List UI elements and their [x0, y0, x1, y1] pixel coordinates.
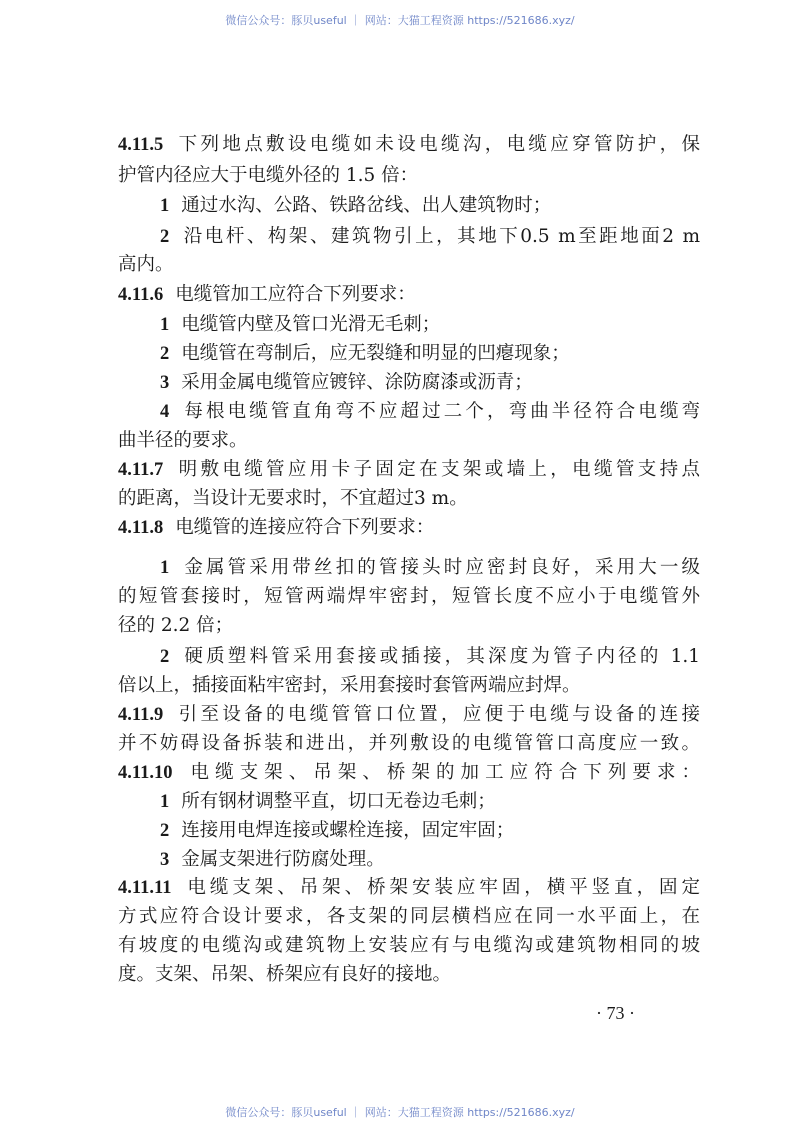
clause-number: 2: [160, 344, 170, 364]
line-text: 连接用电焊连接或螺栓连接，固定牢固；: [181, 820, 515, 841]
line-text: 沿电杆、构架、建筑物引上，其地下0.5 m至距地面2 m: [181, 226, 700, 247]
list-item: [160, 225, 700, 249]
list-item: [160, 790, 496, 814]
list-item: [160, 556, 700, 580]
line-text: 明敷电缆管应用卡子固定在支架或墙上，电缆管支持点: [175, 459, 700, 480]
list-item: [160, 371, 533, 395]
clause: [118, 876, 700, 900]
text-line: [118, 164, 418, 188]
clause: [118, 516, 434, 540]
line-text: 径的 2.2 倍；: [118, 615, 234, 636]
line-text: 的距离，当设计无要求时，不宜超过3 m。: [118, 488, 468, 509]
text-line: [118, 674, 581, 698]
clause: [118, 133, 700, 157]
list-item: [160, 342, 570, 366]
clause-number: 4.11.5: [118, 135, 164, 155]
line-text: 方式应符合设计要求，各支架的同层横档应在同一水平面上，在: [118, 906, 700, 927]
list-item: [160, 313, 440, 337]
clause-number: 4.11.9: [118, 705, 164, 725]
line-text: 硬质塑料管采用套接或插接，其深度为管子内径的 1.1: [181, 646, 700, 667]
clause-number: 1: [160, 196, 170, 216]
line-text: 每根电缆管直角弯不应超过二个，弯曲半径符合电缆弯: [181, 401, 700, 422]
line-text: 曲半径的要求。: [118, 430, 248, 451]
clause: [118, 703, 700, 727]
list-item: [160, 848, 385, 872]
list-item: [160, 400, 700, 424]
line-text: 并不妨碍设备拆装和进出，并列敷设的电缆管管口高度应一致。: [118, 733, 700, 754]
line-text: 电缆管的连接应符合下列要求：: [175, 517, 435, 538]
line-text: 金属管采用带丝扣的管接头时应密封良好，采用大一级: [181, 557, 700, 578]
line-text: 采用金属电缆管应镀锌、涂防腐漆或沥青；: [181, 372, 533, 393]
clause-number: 1: [160, 558, 170, 578]
text-line: [118, 614, 233, 638]
text-line: [118, 963, 451, 987]
clause-number: 4.11.11: [118, 878, 172, 898]
clause-number: 1: [160, 792, 170, 812]
clause-number: 4.11.8: [118, 518, 164, 538]
text-line: [118, 429, 248, 453]
clause-number: 4.11.7: [118, 460, 164, 480]
clause-number: 1: [160, 315, 170, 335]
page-number: · 73 ·: [596, 1003, 635, 1023]
line-text: 护管内径应大于电缆外径的 1.5 倍：: [118, 165, 419, 186]
line-text: 有坡度的电缆沟或建筑物上安装应有与电缆沟或建筑物相同的坡: [118, 935, 700, 956]
line-text: 倍以上，插接面粘牢密封，采用套接时套管两端应封焊。: [118, 675, 581, 696]
line-text: 电缆支架、吊架、桥架安装应牢固，横平竖直，固定: [183, 877, 700, 898]
clause-number: 3: [160, 373, 170, 393]
line-text: 引至设备的电缆管管口位置，应便于电缆与设备的连接: [175, 704, 700, 725]
list-item: [160, 819, 514, 843]
line-text: 电缆管内壁及管口光滑无毛刺；: [181, 314, 441, 335]
text-line: [118, 934, 700, 958]
line-text: 下列地点敷设电缆如未设电缆沟，电缆应穿管防护，保: [175, 134, 700, 155]
list-item: [160, 645, 700, 669]
text-line: [118, 487, 468, 511]
line-text: 高内。: [118, 254, 174, 275]
clause-number: 4.11.10: [118, 763, 173, 783]
clause-number: 4: [160, 402, 170, 422]
line-text: 通过水沟、公路、铁路岔线、出人建筑物时；: [181, 195, 552, 216]
clause-number: 2: [160, 227, 170, 247]
text-line: [118, 585, 700, 609]
clause: [118, 283, 416, 307]
line-text: 电缆管在弯制后，应无裂缝和明显的凹瘪现象；: [181, 343, 570, 364]
clause-number: 4.11.6: [118, 285, 164, 305]
watermark-footer: 微信公众号：豚贝useful ｜ 网站：大猫工程资源 https://521686.xyz/: [225, 1106, 575, 1119]
clause-number: 2: [160, 647, 170, 667]
clause: [118, 458, 700, 482]
line-text: 金属支架进行防腐处理。: [181, 849, 385, 870]
text-line: [118, 732, 700, 756]
clause-number: 3: [160, 850, 170, 870]
line-text: 所有钢材调整平直，切口无卷边毛刺；: [181, 791, 496, 812]
line-text: 电缆管加工应符合下列要求：: [175, 284, 416, 305]
list-item: [160, 194, 551, 218]
clause: [118, 761, 700, 785]
line-text: 度。支架、吊架、桥架应有良好的接地。: [118, 964, 452, 985]
text-line: [118, 253, 174, 277]
line-text: 的短管套接时，短管两端焊牢密封，短管长度不应小于电缆管外: [118, 586, 700, 607]
line-text: 电缆支架、吊架、桥架的加工应符合下列要求：: [184, 762, 700, 783]
text-line: [118, 905, 700, 929]
clause-number: 2: [160, 821, 170, 841]
watermark-header: 微信公众号：豚贝useful ｜ 网站：大猫工程资源 https://521686.xyz/: [225, 14, 575, 27]
